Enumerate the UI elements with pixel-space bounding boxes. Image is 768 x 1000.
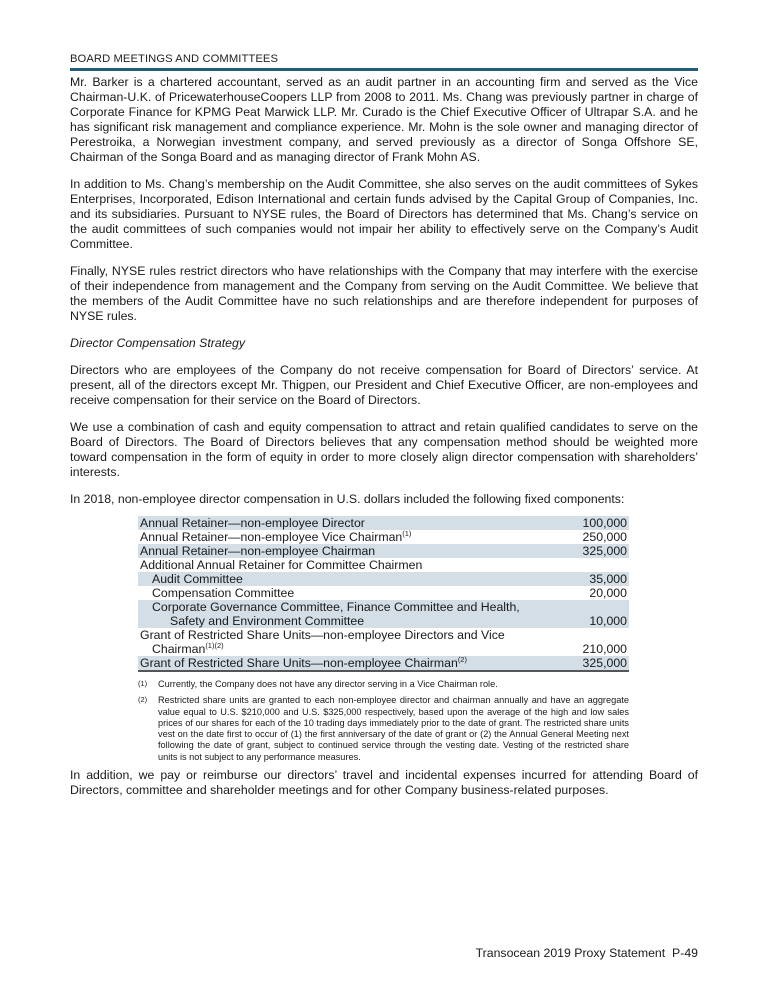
paragraph-travel-expenses: In addition, we pay or reimburse our directors’ travel and incidental expenses incurred for attending Board of Directors, committee and shareholder meetings and for other Company business-related purposes. — [70, 768, 698, 798]
row-amount: 10,000 — [545, 600, 629, 628]
row-amount: 100,000 — [545, 516, 629, 530]
footnote-ref: (1)(2) — [205, 641, 224, 650]
table-row — [138, 600, 629, 628]
footnote-text: Restricted share units are granted to each non-employee director and chairman annually and have an aggregate value equal to U.S. $210,000 and U.S. $325,000 respectively, based upon the average of the high and low sales prices of our shares for each of the 10 trading days immediately prior to the date of grant. The restricted share units vest on the date first to occur of (1) the first anniversary of the date of grant or (2) the Annual General Meeting next following the date of grant, subject to continued service through the vesting date. Vesting of the restricted share units is not subject to any performance measures. — [158, 695, 629, 762]
paragraph-table-intro: In 2018, non-employee director compensation in U.S. dollars included the following fixed components: — [70, 492, 625, 506]
footnote-mark: (2) — [138, 695, 148, 705]
row-amount: 325,000 — [545, 656, 629, 671]
row-amount — [545, 558, 629, 572]
footnote-ref: (2) — [457, 655, 467, 664]
subheading-compensation-strategy: Director Compensation Strategy — [70, 336, 245, 350]
document-page — [70, 52, 698, 810]
page-footer — [476, 946, 698, 960]
row-label: Audit Committee — [138, 572, 545, 586]
row-label: Corporate Governance Committee, Finance Committee and Health, Safety and Environment Committee — [138, 600, 545, 628]
row-amount: 250,000 — [582, 530, 627, 544]
table-row — [138, 516, 629, 530]
table-row — [138, 656, 629, 671]
footnote-ref: (1) — [402, 529, 412, 538]
paragraph-nyse-independence: Finally, NYSE rules restrict directors who have relationships with the Company that may interfere with the exercise of their independence from management and the Company from serving on the Audit Committee. We believe that the members of the Audit Committee have no such relationships and are therefore independent for purposes of NYSE rules. — [70, 264, 698, 323]
row-label: Annual Retainer—non-employee Vice Chairman$^{(1)}$ — [140, 529, 412, 544]
row-label: Compensation Committee — [152, 586, 295, 600]
row-label: Grant of Restricted Share Units—non-employee Chairman$^{(2)}$ — [138, 656, 545, 671]
row-label: Annual Retainer—non-employee Director — [138, 516, 545, 530]
table-row — [138, 628, 629, 656]
table-row — [138, 558, 629, 572]
table-row — [138, 586, 629, 600]
footnote-mark: (1) — [138, 679, 148, 688]
row-label: Annual Retainer—non-employee Chairman — [138, 544, 545, 558]
row-label: Additional Annual Retainer for Committee Chairmen — [140, 558, 423, 572]
paragraph-chang-audit-committees: In addition to Ms. Chang’s membership on the Audit Committee, she also serves on the audit committees of Sykes Enterprises, Incorporated, Edison International and certain funds advised by the Capital Group of Companies, Inc. and its subsidiaries. Pursuant to NYSE rules, the Board of Directors has determined that Ms. Chang’s service on the audit committees of such companies would not impair her ability to effectively serve on the Company’s Audit Committee. — [70, 177, 698, 251]
paragraph-employee-directors: Directors who are employees of the Company do not receive compensation for Board of Directors’ service. At present, all of the directors except Mr. Thigpen, our President and Chief Executive Officer, are non-employees and receive compensation for their service on the Board of Directors. — [70, 363, 698, 407]
row-amount: 35,000 — [545, 572, 629, 586]
paragraph-director-backgrounds: Mr. Barker is a chartered accountant, served as an audit partner in an accounting firm and served as the Vice Chairman-U.K. of PricewaterhouseCoopers LLP from 2008 to 2011. Ms. Chang was previously partner in charge of Corporate Finance for KPMG Peat Marwick LLP. Mr. Curado is the Chief Executive Officer of Ultrapar S.A. and he has significant risk management and compliance experience. Mr. Mohn is the sole owner and managing director of Perestroika, a Norwegian investment company, and served previously as a director of Songa Offshore SE, Chairman of the Songa Board and as managing director of Frank Mohn AS. — [70, 75, 698, 164]
section-header: BOARD MEETINGS AND COMMITTEES — [70, 52, 698, 71]
compensation-table — [138, 516, 629, 672]
page-number: P-49 — [672, 946, 698, 960]
paragraph-cash-equity: We use a combination of cash and equity compensation to attract and retain qualified candidates to serve on the Board of Directors. The Board of Directors believes that any compensation method should be weighted more toward compensation in the form of equity in order to more closely align director compensation with shareholders’ interests. — [70, 420, 698, 479]
footnotes — [138, 679, 629, 763]
footer-title: Transocean 2019 Proxy Statement — [475, 946, 666, 960]
table-row — [138, 530, 629, 544]
footnote-1 — [138, 679, 629, 690]
row-amount: 325,000 — [545, 544, 629, 558]
footnote-text: Currently, the Company does not have any director serving in a Vice Chairman role. — [158, 679, 498, 689]
row-amount: 210,000 — [582, 642, 627, 656]
row-amount: 20,000 — [589, 586, 627, 600]
table-row — [138, 572, 629, 586]
footnote-2 — [138, 695, 629, 763]
table-row — [138, 544, 629, 558]
row-label: Grant of Restricted Share Units—non-employee Directors and Vice Chairman$^{(1)(2)}$ — [140, 628, 505, 656]
